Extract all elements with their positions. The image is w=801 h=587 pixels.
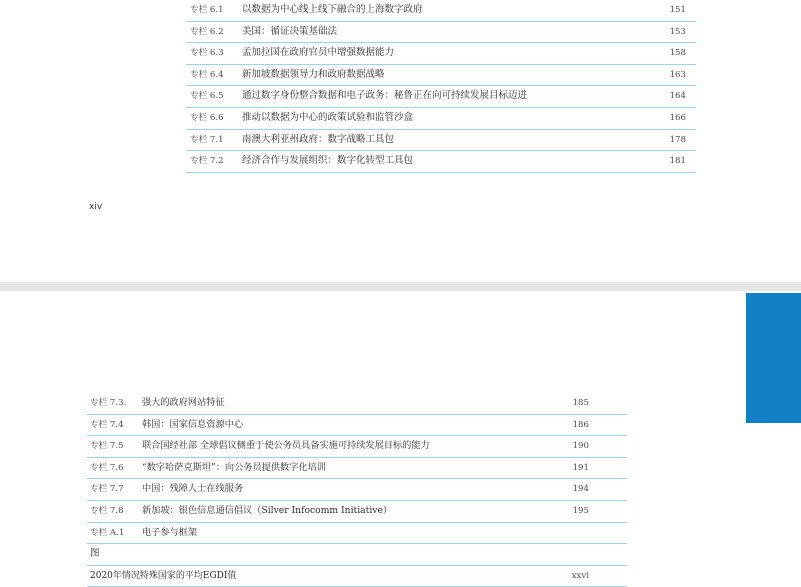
toc-box-id: 专栏 7.5 bbox=[90, 441, 124, 452]
toc-table-upper bbox=[186, 0, 696, 173]
toc-page-number: 178 bbox=[669, 134, 686, 145]
toc-page-number: 163 bbox=[669, 69, 686, 80]
toc-page-number: 166 bbox=[669, 112, 686, 123]
toc-row[interactable] bbox=[186, 108, 696, 130]
toc-box-id: 专栏 7.4 bbox=[90, 419, 124, 430]
toc-row[interactable] bbox=[186, 130, 696, 152]
toc-page-number: 158 bbox=[669, 48, 686, 59]
toc-page-number: 190 bbox=[572, 441, 589, 452]
toc-box-title: 电子参与框架 bbox=[142, 526, 198, 538]
toc-box-id: 专栏 7.7 bbox=[90, 484, 124, 495]
toc-row[interactable] bbox=[186, 151, 696, 173]
toc-figure-title: 2020年情况特殊国家的平均EGDI值 bbox=[90, 570, 237, 581]
toc-row[interactable] bbox=[87, 436, 627, 458]
toc-row[interactable] bbox=[87, 393, 627, 415]
toc-row[interactable] bbox=[186, 65, 696, 87]
toc-box-title: 通过数字身份整合数据和电子政务：秘鲁正在向可持续发展目标迈进 bbox=[242, 90, 528, 102]
toc-page-number: 195 bbox=[572, 505, 589, 516]
toc-box-title: 经济合作与发展组织：数字化转型工具包 bbox=[242, 155, 414, 167]
toc-page-number: 151 bbox=[669, 5, 686, 15]
toc-box-title: 中国：残障人士在线服务 bbox=[142, 483, 244, 495]
toc-box-title: 南澳大利亚州政府：数字战略工具包 bbox=[242, 133, 395, 145]
toc-row[interactable] bbox=[87, 415, 627, 437]
toc-page-number: 164 bbox=[669, 91, 686, 102]
toc-box-title: 孟加拉国在政府官员中增强数据能力 bbox=[242, 47, 395, 59]
section-heading-text: 图 bbox=[90, 548, 100, 560]
toc-box-title: 以数据为中心线上线下融合的上海数字政府 bbox=[242, 4, 423, 15]
toc-section-heading bbox=[87, 544, 627, 566]
toc-box-id: 专栏 6.5 bbox=[190, 91, 224, 102]
toc-row[interactable] bbox=[87, 458, 627, 480]
toc-box-id: 专栏 6.3 bbox=[190, 48, 224, 59]
toc-row[interactable] bbox=[186, 0, 696, 22]
toc-page-number: 194 bbox=[572, 484, 589, 495]
page-number-footer: xiv bbox=[89, 202, 103, 212]
toc-page-number: xxvi bbox=[571, 570, 589, 581]
toc-page-number: 153 bbox=[669, 26, 686, 37]
toc-row[interactable] bbox=[186, 86, 696, 108]
toc-page-number: 191 bbox=[572, 462, 589, 473]
toc-box-id: 专栏 6.4 bbox=[190, 69, 224, 80]
toc-box-id: 专栏 6.6 bbox=[190, 112, 224, 123]
toc-figure-row[interactable] bbox=[87, 566, 627, 587]
toc-box-title: 推动以数据为中心的政策试验和监管沙盒 bbox=[242, 111, 414, 123]
document-page-upper bbox=[0, 0, 801, 282]
toc-box-id: 专栏 7.3. bbox=[90, 398, 127, 408]
toc-row[interactable] bbox=[87, 501, 627, 523]
toc-box-id: 专栏 7.2 bbox=[190, 156, 224, 167]
toc-row[interactable] bbox=[87, 523, 627, 545]
toc-row[interactable] bbox=[87, 479, 627, 501]
toc-page-number: 185 bbox=[572, 398, 589, 408]
toc-box-id: 专栏 A.1 bbox=[90, 527, 125, 538]
chapter-tab-marker bbox=[746, 293, 801, 423]
toc-page-number: 181 bbox=[669, 156, 686, 167]
toc-row[interactable] bbox=[186, 43, 696, 65]
toc-box-title: 美国：循证决策基础法 bbox=[242, 25, 338, 37]
toc-box-id: 专栏 7.8 bbox=[90, 505, 124, 516]
toc-row[interactable] bbox=[186, 22, 696, 44]
toc-box-title: 强大的政府网站特征 bbox=[142, 397, 225, 408]
toc-box-title: 新加坡：银色信息通信倡议（Silver Infocomm Initiative） bbox=[142, 504, 393, 516]
toc-box-title: “数字哈萨克斯坦”：向公务员提供数字化培训 bbox=[142, 461, 326, 473]
toc-box-id: 专栏 6.1 bbox=[190, 5, 224, 15]
toc-box-id: 专栏 7.1 bbox=[190, 134, 224, 145]
toc-table-lower bbox=[87, 393, 627, 587]
page-separator bbox=[0, 282, 801, 291]
toc-box-title: 联合国经社部 全球倡议侧重于使公务员具备实施可持续发展目标的能力 bbox=[142, 440, 430, 452]
toc-box-id: 专栏 7.6 bbox=[90, 462, 124, 473]
toc-box-title: 新加坡数据领导力和政府数据战略 bbox=[242, 68, 385, 80]
toc-box-title: 韩国：国家信息资源中心 bbox=[142, 418, 244, 430]
toc-page-number: 186 bbox=[572, 419, 589, 430]
toc-box-id: 专栏 6.2 bbox=[190, 26, 224, 37]
